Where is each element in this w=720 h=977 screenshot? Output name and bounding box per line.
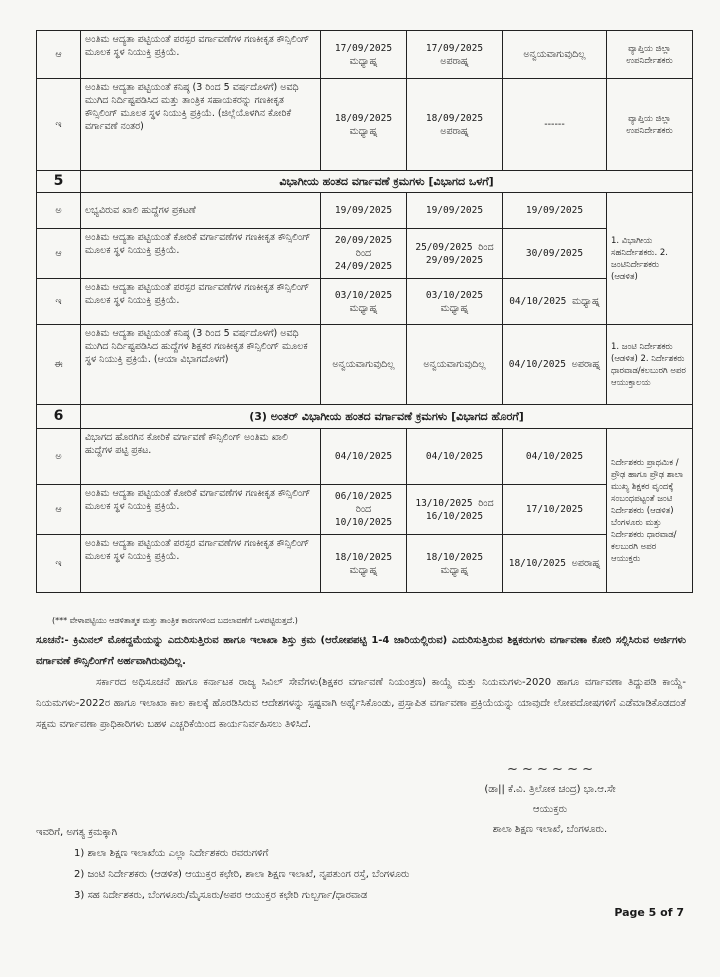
signatory-office: ಶಾಲಾ ಶಿಕ್ಷಣ ಇಲಾಖೆ, ಬೆಂಗಳೂರು. — [492, 824, 608, 835]
row-date-3: 19/09/2025 — [503, 193, 607, 229]
row-number: ಆ — [37, 229, 81, 279]
row-date-2: 04/10/2025 — [407, 429, 503, 485]
row-date-3: 18/10/2025 ಅಪರಾಹ್ನ — [503, 535, 607, 593]
row-date-3: 04/10/2025 ಅಪರಾಹ್ನ — [503, 325, 607, 405]
row-number: ಅ — [37, 193, 81, 229]
section-number: 6 — [37, 405, 81, 429]
signatory-title: ಆಯುಕ್ತರು — [532, 804, 568, 815]
row-number: ಈ — [37, 325, 81, 405]
table-row — [37, 325, 693, 405]
list-item: 3) ಸಹ ನಿರ್ದೇಶಕರು, ಬೆಂಗಳೂರು/ಮೈಸೂರು/ಅಪರ ಆಯುಕ್ತರ ಕಛೇರಿ ಗುಲ್ಬರ್ಗಾ/ಧಾರವಾಡ — [74, 890, 368, 901]
section-title: (3) ಅಂತರ್ ವಿಭಾಗೀಯ ಹಂತದ ವರ್ಗಾವಣೆ ಕ್ರಮಗಳು [ವಿಭಾಗದ ಹೊರಗೆ] — [81, 405, 693, 429]
row-description: ಅಂತಿಮ ಆದ್ಯತಾ ಪಟ್ಟಿಯಂತೆ ಪರಸ್ಪರ ವರ್ಗಾವಣೆಗಳ ಗಣಕೀಕೃತ ಕೌನ್ಸಿಲಿಂಗ್ ಮೂಲಕ ಸ್ಥಳ ನಿಯುಕ್ತಿ ಪ್ರಕ್ರಿಯೆ. — [81, 535, 321, 593]
table-row — [37, 429, 693, 485]
row-description: ಅಂತಿಮ ಆದ್ಯತಾ ಪಟ್ಟಿಯಂತೆ ಕನಿಷ್ಠ (3 ರಿಂದ 5 ವರ್ಷದೊಳಗೆ) ಅವಧಿ ಮುಗಿದ ನಿರ್ದಿಷ್ಟಪಡಿಸಿದ ಮತ್ತು ತಾಂತ್ರಿಕ ಸಹಾಯಕರನ್ನು ಗಣಕೀಕೃತ ಕೌನ್ಸಿಲಿಂಗ್ ಮೂಲಕ ಸ್ಥಳ ನಿಯುಕ್ತಿ ಪ್ರಕ್ರಿಯೆ. (ಜಿಲ್ಲೆಯೊಳಗಿನ ಕೋರಿಕೆ ವರ್ಗಾವಣೆ ನಂತರ) — [81, 79, 321, 171]
table-row — [37, 279, 693, 325]
row-number: ಇ — [37, 535, 81, 593]
row-description: ಅಂತಿಮ ಆದ್ಯತಾ ಪಟ್ಟಿಯಂತೆ ಕೋರಿಕೆ ವರ್ಗಾವಣೆಗಳ ಗಣಕೀಕೃತ ಕೌನ್ಸಿಲಿಂಗ್ ಮೂಲಕ ಸ್ಥಳ ನಿಯುಕ್ತಿ ಪ್ರಕ್ರಿಯೆ. — [81, 485, 321, 535]
page-number: Page 5 of 7 — [614, 906, 684, 919]
row-date-2: 18/09/2025 ಅಪರಾಹ್ನ — [407, 79, 503, 171]
row-description: ಲಭ್ಯವಿರುವ ಖಾಲಿ ಹುದ್ದೆಗಳ ಪ್ರಕಟಣೆ — [81, 193, 321, 229]
row-date-3: 30/09/2025 — [503, 229, 607, 279]
row-number: ಆ — [37, 31, 81, 79]
signature-block — [420, 760, 680, 840]
row-date-1: 18/10/2025 ಮಧ್ಯಾಹ್ನ — [321, 535, 407, 593]
row-date-3: ------ — [503, 79, 607, 171]
copy-heading: ಇವರಿಗೆ, ಅಗತ್ಯ ಕ್ರಮಕ್ಕಾಗಿ — [36, 827, 118, 838]
footnote: (*** ವೇಳಾಪಟ್ಟಿಯು ಆಡಳಿತಾತ್ಮಕ ಮತ್ತು ತಾಂತ್ರಿಕ ಕಾರಣಗಳಿಂದ ಬದಲಾವಣೆಗೆ ಒಳಪಟ್ಟಿರುತ್ತದೆ.) — [52, 616, 298, 625]
row-description: ಅಂತಿಮ ಆದ್ಯತಾ ಪಟ್ಟಿಯಂತೆ ಪರಸ್ಪರ ವರ್ಗಾವಣೆಗಳ ಗಣಕೀಕೃತ ಕೌನ್ಸಿಲಿಂಗ್ ಮೂಲಕ ಸ್ಥಳ ನಿಯುಕ್ತಿ ಪ್ರಕ್ರಿಯೆ. — [81, 279, 321, 325]
copy-list — [36, 822, 409, 906]
row-date-2: 19/09/2025 — [407, 193, 503, 229]
row-date-1: 17/09/2025 ಮಧ್ಯಾಹ್ನ — [321, 31, 407, 79]
row-date-1: ಅನ್ವಯವಾಗುವುದಿಲ್ಲ — [321, 325, 407, 405]
row-description: ಅಂತಿಮ ಆದ್ಯತಾ ಪಟ್ಟಿಯಂತೆ ಕನಿಷ್ಠ (3 ರಿಂದ 5 ವರ್ಷದೊಳಗೆ) ಅವಧಿ ಮುಗಿದ ನಿರ್ದಿಷ್ಟಪಡಿಸಿದ ಹುದ್ದೆಗಳ ಶಿಕ್ಷಕರ ಗಣಕೀಕೃತ ಕೌನ್ಸಿಲಿಂಗ್ ಮೂಲಕ ಸ್ಥಳ ನಿಯುಕ್ತಿ ಪ್ರಕ್ರಿಯೆ. (ಆಯಾ ವಿಭಾಗದೊಳಗೆ) — [81, 325, 321, 405]
row-date-1: 19/09/2025 — [321, 193, 407, 229]
row-date-1: 04/10/2025 — [321, 429, 407, 485]
row-date-2: 03/10/2025 ಮಧ್ಯಾಹ್ನ — [407, 279, 503, 325]
row-date-2: 17/09/2025 ಅಪರಾಹ್ನ — [407, 31, 503, 79]
row-number: ಇ — [37, 79, 81, 171]
body-paragraph: ಸರ್ಕಾರದ ಅಧಿಸೂಚನೆ ಹಾಗೂ ಕರ್ನಾಟಕ ರಾಜ್ಯ ಸಿವಿಲ್ ಸೇವೆಗಳು(ಶಿಕ್ಷಕರ ವರ್ಗಾವಣೆ ನಿಯಂತ್ರಣ) ಕಾಯ್ದೆ ಮತ್ತು ನಿಯಮಗಳು-2020 ಹಾಗೂ ವರ್ಗಾವಣಾ ತಿದ್ದುಪಡಿ ಕಾಯ್ದೆ-ನಿಯಮಗಳು-2022ರ ಹಾಗೂ ಇಲಾಖಾ ಕಾಲ ಕಾಲಕ್ಕೆ ಹೊರಡಿಸಿರುವ ಆದೇಶಗಳನ್ನು ಸ್ಪಷ್ಟವಾಗಿ ಅರ್ಥೈಸಿಕೊಂಡು, ಪ್ರಸ್ತಾಪಿತ ವರ್ಗಾವಣಾ ಪ್ರಕ್ರಿಯೆಯನ್ನು ಯಾವುದೇ ಲೋಪದೋಷಗಳಿಗೆ ಎಡೆಮಾಡಿಕೊಡದಂತೆ ಸಕ್ಷಮ ವರ್ಗಾವಣಾ ಪ್ರಾಧಿಕಾರಿಗಳು ಬಹಳ ಎಚ್ಚರಿಕೆಯಿಂದ ಕಾರ್ಯನಿರ್ವಹಿಸಲು ತಿಳಿಸಿದೆ. — [36, 677, 686, 730]
row-number: ಆ — [37, 485, 81, 535]
section-header — [37, 405, 693, 429]
section-title: ವಿಭಾಗೀಯ ಹಂತದ ವರ್ಗಾವಣೆ ಕ್ರಮಗಳು [ವಿಭಾಗದ ಒಳಗೆ] — [81, 171, 693, 193]
row-description: ವಿಭಾಗದ ಹೊರಗಿನ ಕೋರಿಕೆ ವರ್ಗಾವಣೆ ಕೌನ್ಸಿಲಿಂಗ್ ಅಂತಿಮ ಖಾಲಿ ಹುದ್ದೆಗಳ ಪಟ್ಟಿ ಪ್ರಕಟ. — [81, 429, 321, 485]
row-date-1: 06/10/2025 ರಿಂದ 10/10/2025 — [321, 485, 407, 535]
row-officer: ನಿರ್ದೇಶಕರು ಪ್ರಾಥಮಿಕ / ಪ್ರೌಢ ಹಾಗೂ ಪ್ರೌಢ ಶಾಲಾ ಮುಖ್ಯ ಶಿಕ್ಷಕರ ವೃಂದಕ್ಕೆ ಸಂಬಂಧಪಟ್ಟಂತೆ ಜಂಟಿ ನಿರ್ದೇಶಕರು (ಆಡಳಿತ) ಬೆಂಗಳೂರು ಮತ್ತು ನಿರ್ದೇಶಕರು ಧಾರವಾಡ/ಕಲಬುರಗಿ ಅಪರ ಆಯುಕ್ತರು — [607, 429, 693, 593]
row-date-3: 04/10/2025 ಮಧ್ಯಾಹ್ನ — [503, 279, 607, 325]
list-item: 1) ಶಾಲಾ ಶಿಕ್ಷಣ ಇಲಾಖೆಯ ಎಲ್ಲಾ ನಿರ್ದೇಶಕರು ರವರುಗಳಿಗೆ — [74, 848, 269, 859]
list-item: 2) ಜಂಟಿ ನಿರ್ದೇಶಕರು (ಆಡಳಿತ) ಆಯುಕ್ತರ ಕಛೇರಿ, ಶಾಲಾ ಶಿಕ್ಷಣ ಇಲಾಖೆ, ನೃಪತುಂಗ ರಸ್ತೆ, ಬೆಂಗಳೂರು — [74, 869, 410, 880]
row-date-3: 04/10/2025 — [503, 429, 607, 485]
row-officer: 1. ಜಂಟಿ ನಿರ್ದೇಶಕರು (ಆಡಳಿತ) 2. ನಿರ್ದೇಶಕರು ಧಾರವಾಡ/ಕಲಬುರಗಿ ಅಪರ ಆಯುಕ್ತಾಲಯ — [607, 325, 693, 405]
section-header — [37, 171, 693, 193]
row-number: ಅ — [37, 429, 81, 485]
section-number: 5 — [37, 171, 81, 193]
row-officer: ವ್ಯಾಪ್ತಿಯ ಜಿಲ್ಲಾ ಉಪನಿರ್ದೇಶಕರು — [607, 31, 693, 79]
row-date-1: 03/10/2025 ಮಧ್ಯಾಹ್ನ — [321, 279, 407, 325]
signatory-name: (ಡಾ|| ಕೆ.ವಿ. ತ್ರಿಲೋಕ ಚಂದ್ರ) ಭಾ.ಆ.ಸೇ — [484, 784, 616, 795]
row-description: ಅಂತಿಮ ಆದ್ಯತಾ ಪಟ್ಟಿಯಂತೆ ಕೋರಿಕೆ ವರ್ಗಾವಣೆಗಳ ಗಣಕೀಕೃತ ಕೌನ್ಸಿಲಿಂಗ್ ಮೂಲಕ ಸ್ಥಳ ನಿಯುಕ್ತಿ ಪ್ರಕ್ರಿಯೆ. — [81, 229, 321, 279]
row-date-2: 18/10/2025 ಮಧ್ಯಾಹ್ನ — [407, 535, 503, 593]
row-date-2: ಅನ್ವಯವಾಗುವುದಿಲ್ಲ — [407, 325, 503, 405]
row-date-3: 17/10/2025 — [503, 485, 607, 535]
table-row — [37, 193, 693, 229]
notice-text: ಸೂಚನೆ:- ಕ್ರಿಮಿನಲ್ ಮೊಕದ್ದಮೆಯನ್ನು ಎದುರಿಸುತ್ತಿರುವ ಹಾಗೂ ಇಲಾಖಾ ಶಿಸ್ತು ಕ್ರಮ (ಆರೋಪಪಟ್ಟಿ 1-4 ಜಾರಿಯಲ್ಲಿರುವ) ಎದುರಿಸುತ್ತಿರುವ ಶಿಕ್ಷಕರುಗಳು ವರ್ಗಾವಣಾ ಕೋರಿ ಸಲ್ಲಿಸಿರುವ ಅರ್ಜಿಗಳು ವರ್ಗಾವಣೆ ಕೌನ್ಸಿಲಿಂಗ್‌ಗೆ ಅರ್ಹವಾಗಿರುವುದಿಲ್ಲ. — [36, 635, 686, 667]
table-row — [37, 535, 693, 593]
row-officer: ವ್ಯಾಪ್ತಿಯ ಜಿಲ್ಲಾ ಉಪನಿರ್ದೇಶಕರು — [607, 79, 693, 171]
row-description: ಅಂತಿಮ ಆದ್ಯತಾ ಪಟ್ಟಿಯಂತೆ ಪರಸ್ಪರ ವರ್ಗಾವಣೆಗಳ ಗಣಕೀಕೃತ ಕೌನ್ಸಿಲಿಂಗ್ ಮೂಲಕ ಸ್ಥಳ ನಿಯುಕ್ತಿ ಪ್ರಕ್ರಿಯೆ. — [81, 31, 321, 79]
table-row — [37, 79, 693, 171]
row-date-1: 18/09/2025 ಮಧ್ಯಾಹ್ನ — [321, 79, 407, 171]
table-row — [37, 229, 693, 279]
row-date-2: 13/10/2025 ರಿಂದ 16/10/2025 — [407, 485, 503, 535]
row-date-3: ಅನ್ವಯವಾಗುವುದಿಲ್ಲ — [503, 31, 607, 79]
row-number: ಇ — [37, 279, 81, 325]
row-date-1: 20/09/2025 ರಿಂದ 24/09/2025 — [321, 229, 407, 279]
row-date-2: 25/09/2025 ರಿಂದ 29/09/2025 — [407, 229, 503, 279]
row-officer: 1. ವಿಭಾಗೀಯ ಸಹನಿರ್ದೇಶಕರು. 2. ಜಂಟಿನಿರ್ದೇಶಕರು (ಆಡಳಿತ) — [607, 193, 693, 325]
table-row — [37, 31, 693, 79]
signature-mark: ~ ~ ~ ~ ~ ~ — [506, 762, 594, 777]
schedule-table — [36, 30, 693, 593]
table-row — [37, 485, 693, 535]
